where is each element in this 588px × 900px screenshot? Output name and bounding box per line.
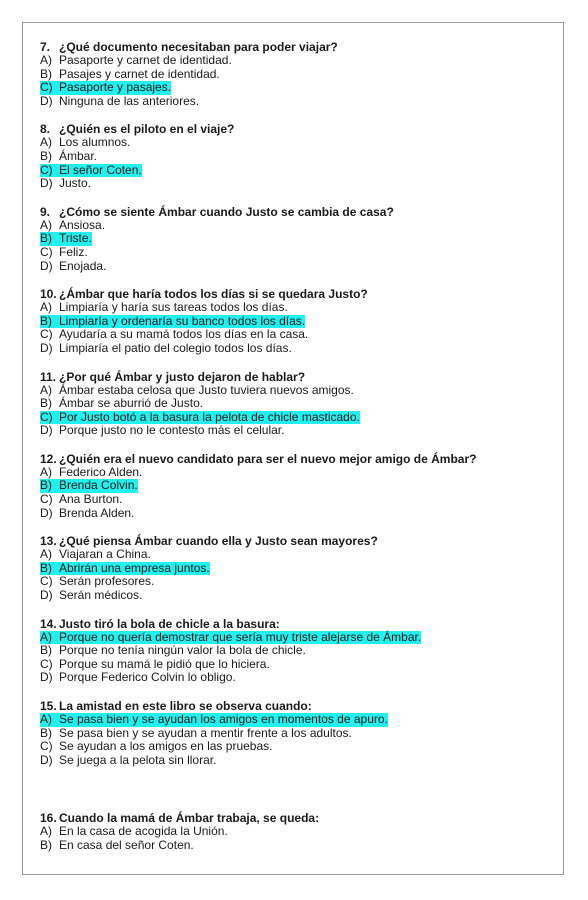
option-letter: B) [40,837,52,852]
option-letter: C) [40,574,53,589]
option-letter: D) [40,176,53,191]
question-title [40,811,560,825]
question-text: La amistad en este libro se observa cuando: [59,699,312,713]
option-letter: A) [40,382,52,397]
option-d [40,424,560,438]
option-letter: A) [40,217,52,232]
question-text: ¿Qué documento necesitaban para poder viajar? [59,40,338,54]
option-c [40,575,560,589]
option-d [40,754,560,768]
option-letter: C) [40,739,53,754]
option-text: Brenda Alden. [59,505,135,520]
option-letter: B) [40,479,59,493]
option-a [40,136,560,150]
question-number: 13. [40,534,57,549]
option-letter: B) [40,66,52,81]
option-b [40,150,560,164]
option-text: Limpiaría y ordenaría su banco todos los días. [59,313,306,328]
option-text: Limpiaría y haría sus tareas todos los días. [59,300,288,315]
option-b-highlighted [40,479,560,493]
option-b [40,644,560,658]
option-b [40,727,560,741]
option-letter: B) [40,315,59,329]
quiz-content [40,40,560,867]
option-text: Porque no tenía ningún valor la bola de chicle. [59,643,306,658]
option-text: Porque no quería demostrar que sería muy triste alejarse de Ámbar. [59,629,422,644]
option-letter: A) [40,135,52,150]
option-text: En la casa de acogida la Unión. [59,824,228,839]
question-text: Cuando la mamá de Ámbar trabaja, se queda: [59,811,320,826]
option-letter: B) [40,562,59,576]
option-d [40,507,560,521]
option-letter: B) [40,725,52,740]
question-14 [40,617,560,685]
option-text: Serán médicos. [59,588,143,603]
option-c [40,246,560,260]
question-13 [40,534,560,602]
question-text: Justo tiró la bola de chicle a la basura: [59,616,280,631]
option-text: Porque su mamá le pidió que lo hiciera. [59,656,270,671]
option-text: Se juega a la pelota sin llorar. [59,752,217,767]
option-text: El señor Coten. [59,162,142,177]
question-number: 14. [40,616,57,631]
option-text: Por Justo botó a la basura la pelota de chicle masticado. [59,409,360,424]
option-letter: C) [40,327,53,342]
option-text: Pasaporte y carnet de identidad. [59,53,232,67]
question-9 [40,205,560,273]
option-text: Pasajes y carnet de identidad. [59,66,220,81]
question-title [40,617,560,631]
option-letter: D) [40,258,53,273]
option-text: Federico Alden. [59,464,143,479]
option-a [40,301,560,315]
question-11 [40,370,560,438]
option-d [40,671,560,685]
option-a-highlighted [40,713,560,727]
option-letter: A) [40,713,59,727]
question-number: 16. [40,811,57,826]
option-letter: B) [40,396,52,411]
option-text: Los alumnos. [59,135,131,150]
option-c [40,740,560,754]
option-d [40,589,560,603]
option-text: Ámbar estaba celosa que Justo tuviera nuevos amigos. [59,382,354,397]
option-c-highlighted [40,164,560,178]
option-letter: A) [40,53,52,67]
question-text: ¿Qué piensa Ámbar cuando ella y Justo sean mayores? [59,534,378,549]
option-letter: D) [40,340,53,355]
option-text: En casa del señor Coten. [59,837,194,852]
question-title [40,452,560,466]
question-title [40,370,560,384]
option-letter: A) [40,547,52,562]
option-text: Ayudaría a su mamá todos los días en la casa. [59,327,309,342]
option-text: Porque justo no le contesto más el celular. [59,423,285,438]
option-text: Abrirán una empresa juntos. [59,560,210,575]
option-b [40,397,560,411]
option-c [40,493,560,507]
option-a-highlighted [40,631,560,645]
question-text: ¿Quién es el piloto en el viaje? [59,122,235,137]
question-number: 12. [40,451,57,466]
option-b-highlighted [40,562,560,576]
option-a [40,825,560,839]
question-10 [40,287,560,355]
option-letter: D) [40,93,53,108]
option-a [40,548,560,562]
option-letter: C) [40,411,59,425]
question-text: ¿Por qué Ámbar y justo dejaron de hablar? [59,369,306,384]
option-c [40,328,560,342]
option-text: Se pasa bien y se ayudan los amigos en momentos de apuro. [59,712,388,726]
option-text: Enojada. [59,258,107,273]
question-12 [40,452,560,520]
question-text: ¿Cómo se siente Ámbar cuando Justo se cambia de casa? [59,204,394,219]
option-text: Feliz. [59,244,88,259]
option-letter: A) [40,824,52,839]
question-8 [40,122,560,190]
option-a [40,466,560,480]
option-letter: D) [40,423,53,438]
question-7 [40,40,560,108]
option-b [40,68,560,82]
question-number: 8. [40,122,51,137]
question-15 [40,699,560,767]
question-title [40,287,560,301]
question-title [40,205,560,219]
option-b [40,839,560,853]
option-letter: D) [40,588,53,603]
option-text: Ámbar. [59,148,98,163]
option-letter: B) [40,232,59,246]
option-d [40,95,560,109]
question-number: 15. [40,699,57,713]
option-text: Ansiosa. [59,217,106,232]
option-text: Serán profesores. [59,574,155,589]
option-letter: C) [40,656,53,671]
option-a [40,54,560,68]
option-text: Justo. [59,176,92,191]
option-letter: A) [40,631,59,645]
option-text: Ana Burton. [59,492,123,507]
option-text: Viajaran a China. [59,547,151,562]
question-title [40,40,560,54]
question-number: 11. [40,369,57,384]
option-text: Se pasa bien y se ayudan a mentir frente a los adultos. [59,725,352,740]
option-a [40,219,560,233]
option-c [40,658,560,672]
option-letter: B) [40,148,52,163]
option-d [40,177,560,191]
option-letter: D) [40,670,53,685]
option-letter: C) [40,81,59,95]
option-text: Triste. [59,231,92,246]
option-letter: C) [40,492,53,507]
option-text: Porque Federico Colvin lo obligo. [59,670,236,685]
option-letter: A) [40,300,52,315]
question-number: 10. [40,287,57,302]
option-d [40,342,560,356]
option-c-highlighted [40,81,560,95]
question-16 [40,811,560,852]
option-text: Se ayudan a los amigos en las pruebas. [59,739,273,754]
option-letter: D) [40,505,53,520]
option-text: Brenda Colvin. [59,478,138,493]
option-b-highlighted [40,315,560,329]
option-letter: C) [40,244,53,259]
option-letter: C) [40,164,59,178]
option-c-highlighted [40,411,560,425]
option-letter: B) [40,643,52,658]
question-title [40,534,560,548]
option-text: Ámbar se aburrió de Justo. [59,396,204,411]
question-number: 7. [40,40,51,54]
option-letter: A) [40,464,52,479]
option-text: Limpiaría el patio del colegio todos los días. [59,340,292,355]
option-text: Ninguna de las anteriores. [59,93,200,108]
option-text: Pasaporte y pasajes. [59,80,172,95]
option-letter: D) [40,752,53,767]
question-number: 9. [40,204,51,219]
question-title [40,122,560,136]
question-text: ¿Quién era el nuevo candidato para ser el nuevo mejor amigo de Ámbar? [59,451,477,466]
question-text: ¿Ámbar que haría todos los días si se quedara Justo? [59,287,368,302]
question-title [40,699,560,713]
option-d [40,260,560,274]
option-b-highlighted [40,232,560,246]
